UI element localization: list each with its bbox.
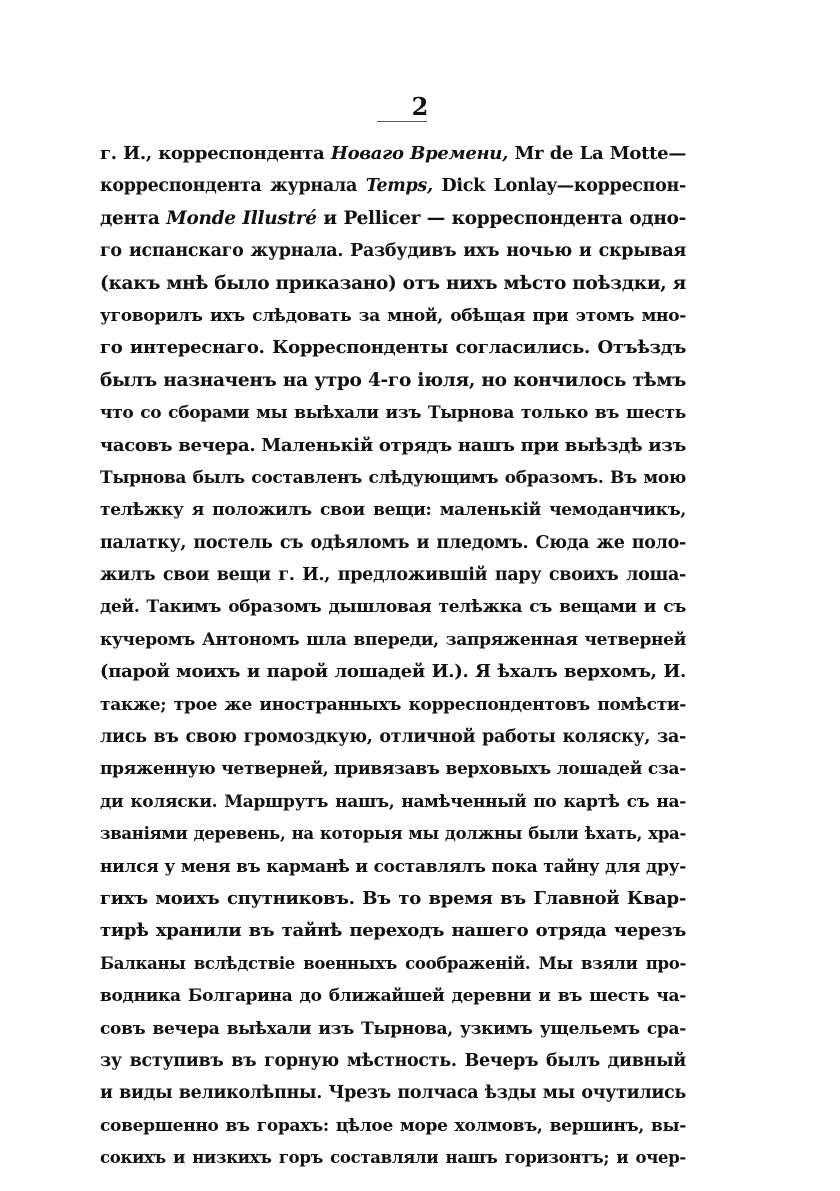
header-rule (377, 121, 427, 122)
text-segment: жилъ свои вещи г. И., предложившій пару своихъ лошa- (100, 565, 686, 586)
text-line (100, 462, 686, 494)
text-segment: водника Болгарина до ближайшей деревни и въ шесть ча- (100, 986, 686, 1007)
text-segment: и Pellicer — корреспондента одно- (316, 207, 686, 229)
text-segment: совершенно въ горахъ: цѣлое море холмовъ, вершинъ, вы- (100, 1115, 686, 1136)
text-line (100, 203, 686, 235)
text-line (100, 624, 686, 656)
text-segment: часовъ вечера. Маленькій отрядъ нашъ при выѣздѣ изъ (100, 434, 686, 456)
text-line (100, 268, 686, 300)
text-segment: телѣжку я положилъ свои вещи: маленькій чемоданчикъ, (100, 500, 686, 521)
text-line (100, 1110, 686, 1142)
text-segment: (какъ мнѣ было приказано) отъ нихъ мѣсто поѣздки, я (100, 272, 686, 294)
text-line (100, 689, 686, 721)
text-segment: Mr de La Motte— (508, 143, 686, 164)
text-line (100, 170, 686, 202)
text-line (100, 1013, 686, 1045)
text-line (100, 397, 686, 429)
italic-title: Monde Illustré (166, 207, 317, 229)
text-line (100, 1077, 686, 1109)
text-line (100, 1045, 686, 1077)
text-line (100, 721, 686, 753)
text-line (100, 300, 686, 332)
text-segment: дей. Такимъ образомъ дышловая телѣжка съ вещами и съ (100, 597, 686, 618)
text-line (100, 786, 686, 818)
text-segment: лись въ свою громоздкую, отличной работы коляску, за- (100, 727, 686, 748)
text-segment: Балканы вслѣдствіе военныхъ соображеній. Мы взяли про- (100, 953, 686, 973)
text-segment: что со сборами мы выѣхали изъ Тырнова только въ шесть (100, 403, 686, 424)
text-line (100, 948, 686, 980)
text-segment: пряженную четверней, привязавъ верховыхъ лошадей сза- (100, 759, 686, 780)
text-segment: зу вступивъ въ горную мѣстность. Вечеръ былъ дивный (100, 1050, 686, 1071)
text-line (100, 138, 686, 170)
page-number: 2 (411, 92, 429, 121)
body-text (100, 138, 686, 1175)
text-segment: дента (100, 207, 167, 229)
text-segment: го испанскаго журнала. Разбудивъ ихъ ночью и скрывая (100, 241, 686, 262)
text-line (100, 915, 686, 947)
text-line (100, 235, 686, 267)
text-line (100, 883, 686, 915)
text-line (100, 494, 686, 526)
text-line (100, 591, 686, 623)
italic-title: Новаго Времени, (330, 143, 509, 164)
text-segment: ди коляски. Маршрутъ нашъ, намѣченный по картѣ съ на- (100, 791, 686, 812)
text-line (100, 559, 686, 591)
text-segment: корреспондента журнала (100, 176, 366, 197)
text-line (100, 527, 686, 559)
text-segment: также; трое же иностранныхъ корреспондентовъ помѣсти- (100, 694, 686, 715)
text-segment: совъ вечера выѣхали изъ Тырнова, узкимъ ущельемъ сра- (100, 1018, 686, 1039)
text-line (100, 753, 686, 785)
text-segment: Тырнова былъ составленъ слѣдующимъ образомъ. Въ мою (100, 467, 686, 488)
text-segment: (парой моихъ и парой лошадей И.). Я ѣхалъ верхомъ, И. (100, 661, 686, 683)
text-segment: палатку, постель съ одѣяломъ и пледомъ. Сюда же поло- (100, 532, 686, 553)
text-segment: г. И., корреспондента (100, 143, 331, 164)
text-segment: кучеромъ Антономъ шла впереди, запряженная четверней (100, 629, 686, 650)
text-segment: былъ назначенъ на утро 4-го іюля, но кончилось тѣмъ (100, 369, 686, 391)
text-segment: нился у меня въ карманѣ и составлялъ пока тайну для дру- (100, 856, 686, 877)
text-line (100, 980, 686, 1012)
text-line (100, 332, 686, 364)
text-segment: Dick Lonlay—корреспон- (432, 176, 686, 197)
text-segment: званіями деревень, на которыя мы должны были ѣхать, хра- (100, 824, 686, 844)
text-segment: уговорилъ ихъ слѣдовать за мной, обѣщая при этомъ мно- (100, 305, 686, 326)
text-segment: гихъ моихъ спутниковъ. Въ то время въ Главной Квар- (100, 887, 686, 909)
text-line (100, 656, 686, 688)
text-line (100, 818, 686, 850)
text-line (100, 430, 686, 462)
italic-title: Temps, (365, 176, 433, 197)
text-line (100, 1142, 686, 1174)
text-line (100, 365, 686, 397)
text-segment: и виды великолѣпны. Чрезъ полчаса ѣзды мы очутились (100, 1083, 686, 1104)
text-segment: го интереснаго. Корреспонденты согласились. Отъѣздъ (100, 337, 686, 359)
text-segment: сокихъ и низкихъ горъ составляли нашъ горизонтъ; и очер- (100, 1148, 686, 1168)
text-line (100, 851, 686, 883)
text-segment: тирѣ хранили въ тайнѣ переходъ нашего отряда черезъ (100, 920, 686, 942)
